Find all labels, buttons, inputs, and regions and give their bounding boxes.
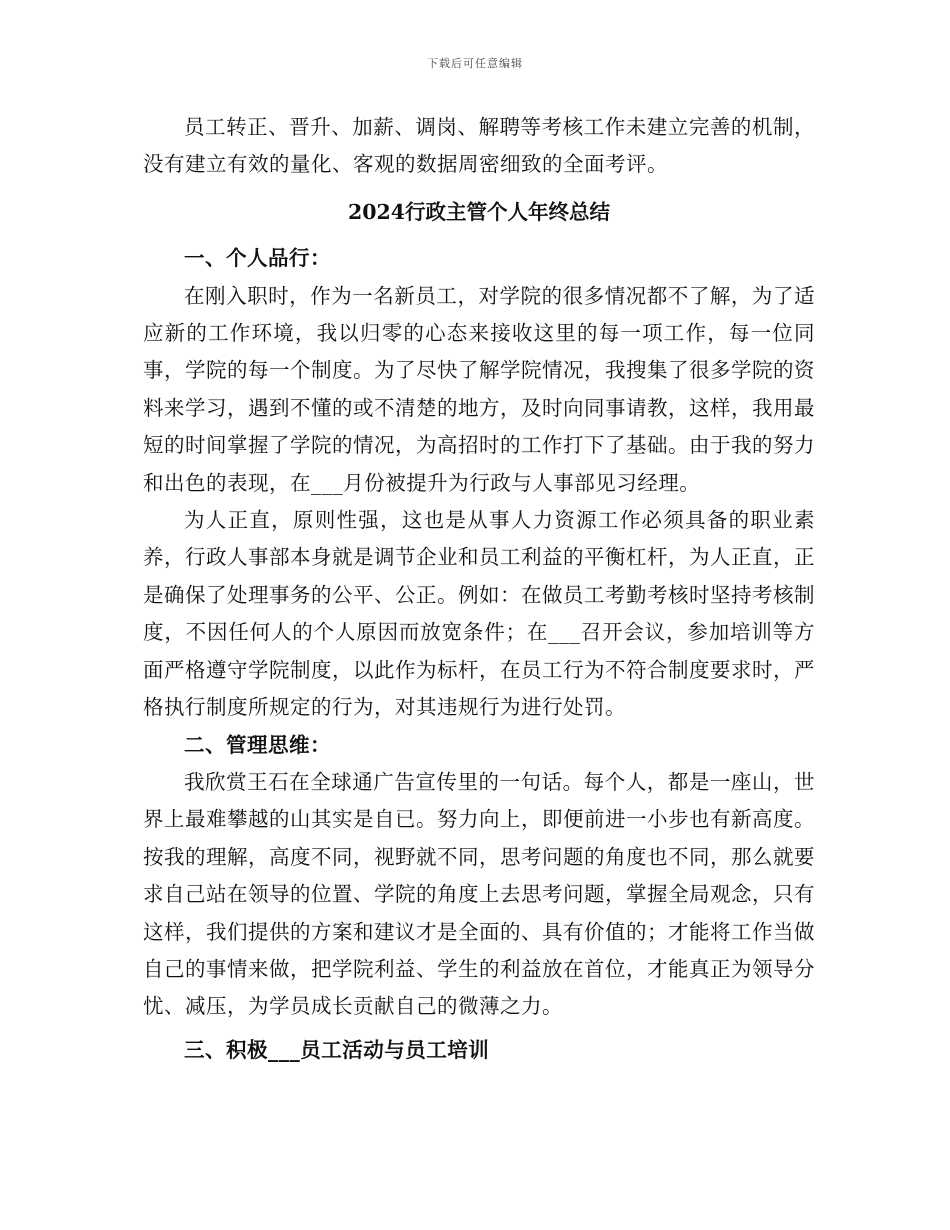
section-personal-conduct xyxy=(143,240,815,726)
document-title: 2024行政主管个人年终总结 xyxy=(347,199,611,224)
section-heading: 二、管理思维： xyxy=(184,732,331,757)
section-paragraph: 在刚入职时，作为一名新员工，对学院的很多情况都不了解，为了适应新的工作环境，我以归零的心态来接收这里的每一项工作，每一位同事，学院的每一个制度。为了尽快了解学院情况，我搜集了很多学院的资料来学习，遇到不懂的或不清楚的地方，及时向同事请教，这样，我用最短的时间掌握了学院的情况，为高招时的工作打下了基础。由于我的努力和出色的表现，在___月份被提升为行政与人事部见习经理。 xyxy=(143,283,815,495)
section-paragraph: 为人正直，原则性强，这也是从事人力资源工作必须具备的职业素养，行政人事部本身就是调节企业和员工利益的平衡杠杆，为人正直，正是确保了处理事务的公平、公正。例如：在做员工考勤考核时坚持考核制度，不因任何人的个人原因而放宽条件；在___召开会议，参加培训等方面严格遵守学院制度，以此作为标杆，在员工行为不符合制度要求时，严格执行制度所规定的行为，对其违规行为进行处罚。 xyxy=(143,508,815,720)
section-heading: 一、个人品行： xyxy=(184,246,331,271)
section-management-thinking xyxy=(143,727,815,1026)
page-header-note: 下载后可任意编辑 xyxy=(427,57,523,70)
document-body xyxy=(143,109,815,1069)
section-paragraph: 我欣赏王石在全球通广告宣传里的一句话。每个人，都是一座山，世界上最难攀越的山其实是自已。努力向上，即便前进一小步也有新高度。按我的理解，高度不同，视野就不同，思考问题的角度也不同，那么就要求自己站在领导的位置、学院的角度上去思考问题，掌握全局观念，只有这样，我们提供的方案和建议才是全面的、具有价值的；才能将工作当做自己的事情来做，把学院利益、学生的利益放在首位，才能真正为领导分忧、减压，为学员成长贡献自己的微薄之力。 xyxy=(143,769,815,1019)
section-heading: 三、积极___员工活动与员工培训 xyxy=(184,1037,490,1062)
section-employee-activities xyxy=(143,1032,815,1069)
intro-paragraph: 员工转正、晋升、加薪、调岗、解聘等考核工作未建立完善的机制，没有建立有效的量化、客观的数据周密细致的全面考评。 xyxy=(143,115,815,177)
